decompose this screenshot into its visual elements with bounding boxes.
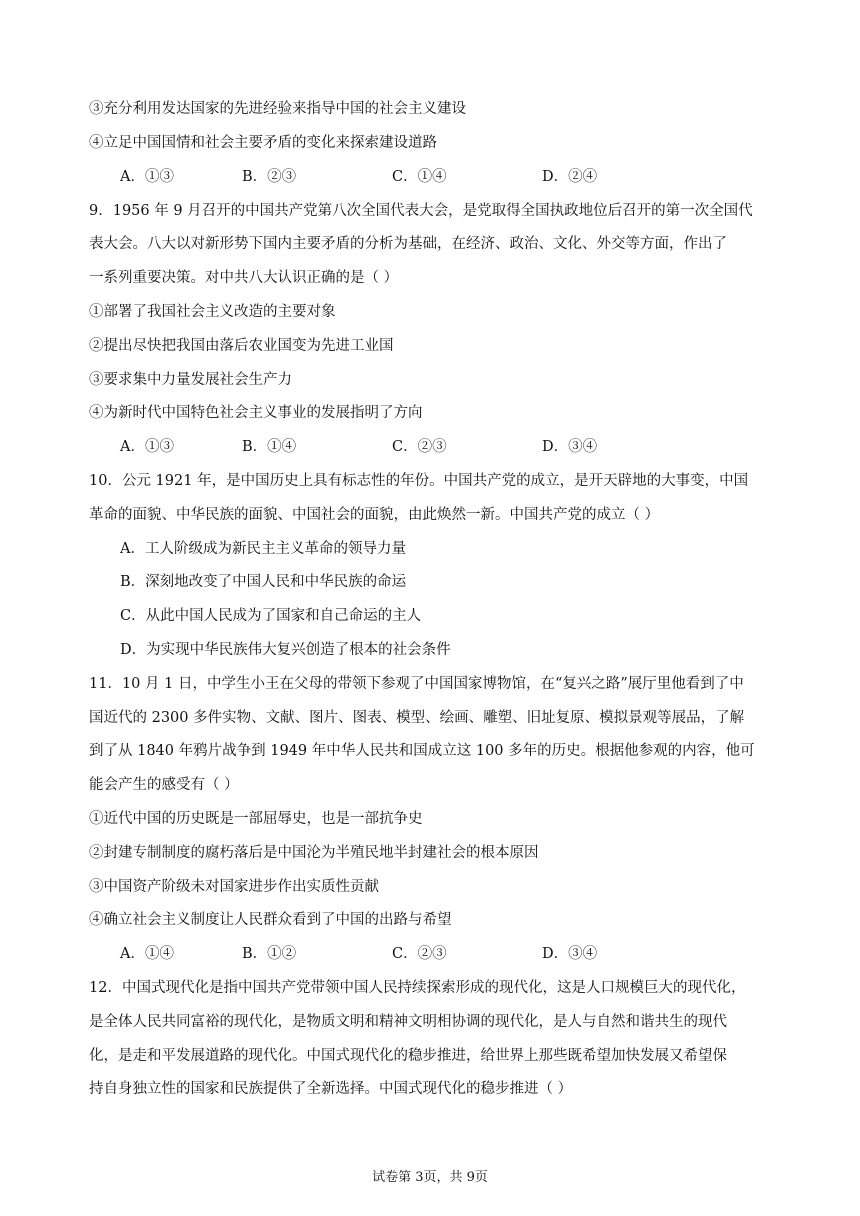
q11-statement-4: ④确立社会主义制度让人民群众看到了中国的出路与希望 [89, 912, 452, 928]
option-b: B．②③ [242, 169, 297, 185]
q10-option-d: D．为实现中华民族伟大复兴创造了根本的社会条件 [120, 642, 451, 658]
q11-statement-3: ③中国资产阶级未对国家进步作出实质性贡献 [89, 879, 379, 895]
option-c: C．①④ [392, 169, 447, 185]
q11-stem-line: 能会产生的感受有（ ） [89, 777, 239, 793]
q11-statement-2: ②封建专制制度的腐朽落后是中国沦为半殖民地半封建社会的根本原因 [89, 845, 539, 861]
page-footer: 试卷第 3页，共 9页 [372, 1170, 488, 1185]
option-a: A．①④ [120, 946, 174, 962]
q9-stem-line: 一系列重要决策。对中共八大认识正确的是（ ） [89, 270, 399, 286]
q11-statement-1: ①近代中国的历史既是一部屈辱史，也是一部抗争史 [89, 811, 423, 827]
q12-stem-line: 持自身独立性的国家和民族提供了全新选择。中国式现代化的稳步推进（ ） [89, 1081, 573, 1097]
q9-stem-line: 表大会。八大以对新形势下国内主要矛盾的分析为基础，在经济、政治、文化、外交等方面，作出了 [89, 236, 727, 252]
q12-stem-line: 12．中国式现代化是指中国共产党带领中国人民持续探索形成的现代化，这是人口规模巨大的现代化， [89, 980, 746, 996]
q10-option-a: A．工人阶级成为新民主主义革命的领导力量 [120, 541, 406, 557]
q9-statement-3: ③要求集中力量发展社会生产力 [89, 372, 292, 388]
option-c: C．②③ [392, 439, 447, 455]
option-d: D．②④ [542, 169, 598, 185]
q9-statement-1: ①部署了我国社会主义改造的主要对象 [89, 304, 336, 320]
q9-stem-line: 9．1956 年 9 月召开的中国共产党第八次全国代表大会，是党取得全国执政地位后召开的第一次全国代 [89, 203, 753, 219]
option-b: B．①② [242, 946, 297, 962]
q10-stem-line: 10．公元 1921 年，是中国历史上具有标志性的年份。中国共产党的成立，是开天辟地的大事变，中国 [89, 473, 749, 489]
q12-stem-line: 是全体人民共同富裕的现代化，是物质文明和精神文明相协调的现代化，是人与自然和谐共生的现代 [89, 1014, 727, 1030]
statement-4: ④立足中国国情和社会主要矛盾的变化来探索建设道路 [89, 135, 437, 151]
option-b: B．①④ [242, 439, 297, 455]
q10-stem-line: 革命的面貌、中华民族的面貌、中国社会的面貌，由此焕然一新。中国共产党的成立（ ） [89, 507, 660, 523]
option-d: D．③④ [542, 946, 598, 962]
q11-stem-line: 国近代的 2300 多件实物、文献、图片、图表、模型、绘画、雕塑、旧址复原、模拟景观等展品，了解 [89, 710, 745, 726]
q10-option-c: C．从此中国人民成为了国家和自己命运的主人 [120, 608, 422, 624]
q11-stem-line: 到了从 1840 年鸦片战争到 1949 年中华人民共和国成立这 100 多年的历史。根据他参观的内容，他可 [89, 743, 755, 759]
q9-statement-4: ④为新时代中国特色社会主义事业的发展指明了方向 [89, 405, 423, 421]
option-a: A．①③ [120, 439, 174, 455]
option-c: C．②③ [392, 946, 447, 962]
option-a: A．①③ [120, 169, 174, 185]
q11-stem-line: 11．10 月 1 日，中学生小王在父母的带领下参观了中国国家博物馆，在“复兴之路”展厅里他看到了中 [89, 676, 744, 692]
statement-3: ③充分利用发达国家的先进经验来指导中国的社会主义建设 [89, 101, 466, 117]
q12-stem-line: 化，是走和平发展道路的现代化。中国式现代化的稳步推进，给世界上那些既希望加快发展又希望保 [89, 1048, 727, 1064]
q10-option-b: B．深刻地改变了中国人民和中华民族的命运 [120, 574, 407, 590]
option-d: D．③④ [542, 439, 598, 455]
q9-statement-2: ②提出尽快把我国由落后农业国变为先进工业国 [89, 338, 394, 354]
